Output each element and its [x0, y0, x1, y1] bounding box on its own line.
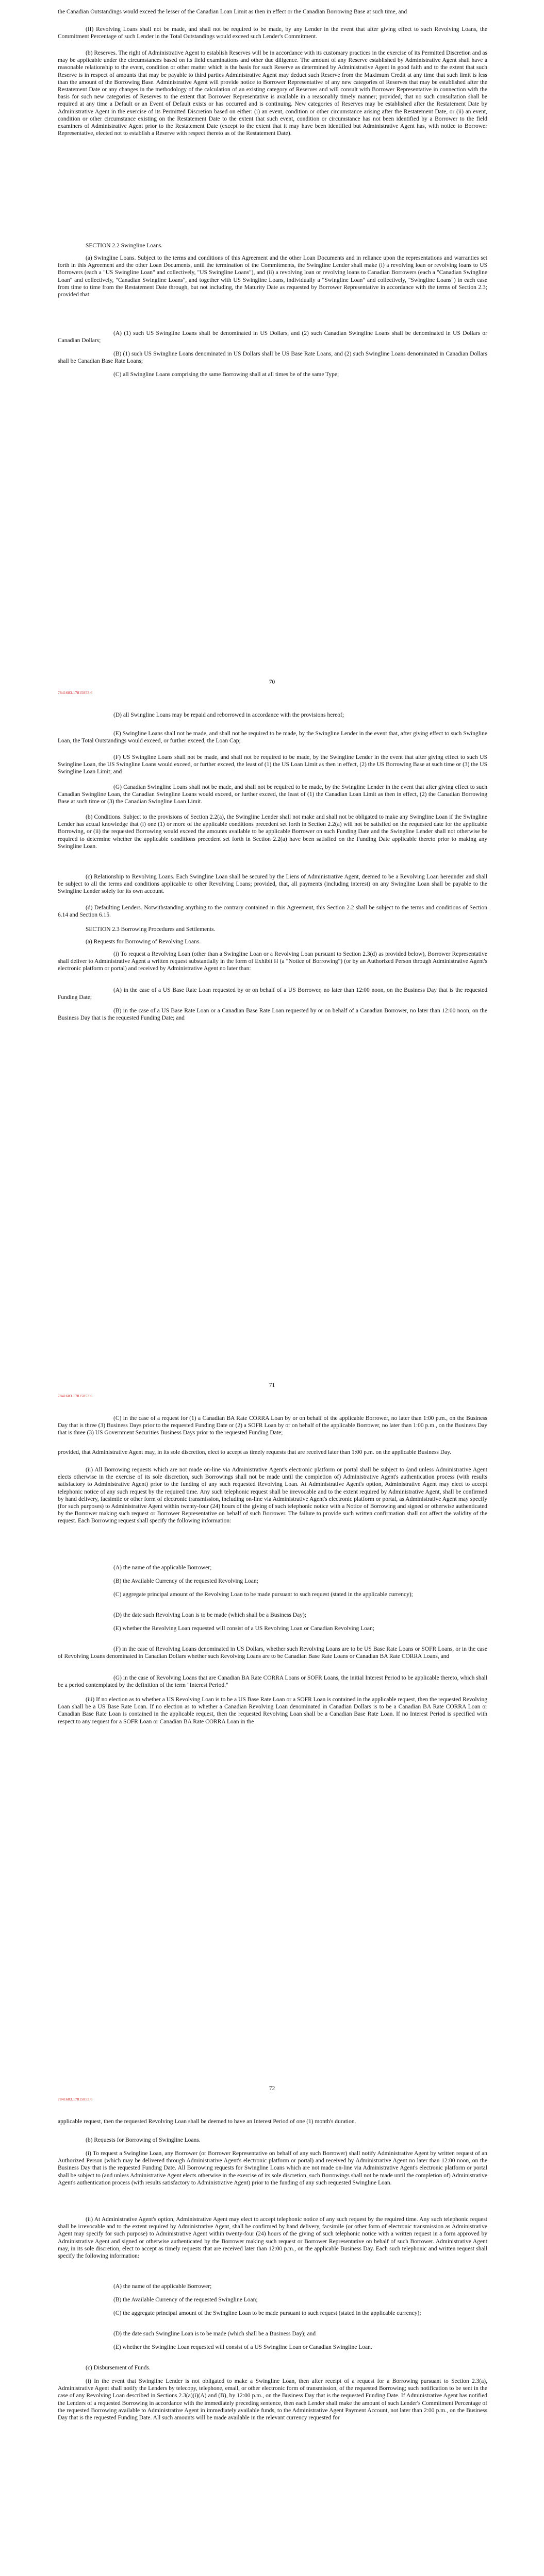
footer-code: 7841683.17815853.6: [58, 1394, 93, 1398]
paragraph: (C) the aggregate principal amount of the Swingline Loan to be made pursuant to such request (stated in the applicable currency);: [113, 2310, 421, 2316]
footer-code: 7841683.17815853.6: [58, 690, 93, 695]
paragraph: (E) Swingline Loans shall not be made, and shall not be required to be made, by the Swingline Lender in the event that, after giving effect to such Swingline Loan, the Total Outstandings would exceed, or further exceed, the Loan Cap;: [58, 731, 487, 744]
paragraph: (B) in the case of a US Base Rate Loan or a Canadian Base Rate Loan requested by or on behalf of a Canadian Borrower, no later than 12:00 noon, on the Business Day that is the requested Funding Date; and: [58, 1008, 487, 1022]
paragraph: (a) Swingline Loans. Subject to the terms and conditions of this Agreement and the other Loan Documents and in reliance upon the representations and warranties set forth in this Agreement and the other Loan Documents, until the termination of the Commitments, the Swingline Lender shall make (i) a revolving loan or revolving loans to US Borrowers (each a "US Swingline Loan" and collectively, "US Swingline Loans"), and (ii) a revolving loan or revolving loans to Canadian Borrowers (each a "Canadian Swingline Loan" and collectively, "Canadian Swingline Loans", and together with US Swingline Loans, individually a "Swingline Loan" and collectively, "Swingline Loans") in each case from time to time from the Restatement Date through, but not including, the Maturity Date as requested by Borrower Representative in accordance with the terms of Section 2.3; provided that:: [58, 255, 487, 298]
paragraph: (i) In the event that Swingline Lender is not obligated to make a Swingline Loan, then after receipt of a request for a Borrowing pursuant to Section 2.3(a), Administrative Agent shall notify the Lenders by telecopy, telephone, email, or other electronic form of transmission, of the requested Borrowing; such notification to be sent in the case of any Revolving Loan described in Sections 2.3(a)(i)(A) and (B), by 12:00 p.m., on the Business Day that is the requested Funding Date. If Administrative Agent has notified the Lenders of a requested Borrowing in accordance with the immediately preceding sentence, then each Lender shall make the amount of such Lender's Commitment Percentage of the requested Borrowing available to Administrative Agent in immediately available funds, to the Administrative Agent Payment Account, not later than 2:00 p.m., on the Business Day that is the requested Funding Date. All such amounts will be made available in the relevant currency requested for: [58, 2378, 487, 2421]
section-heading: SECTION 2.3 Borrowing Procedures and Settlements.: [86, 926, 216, 933]
page-number: 71: [269, 1382, 275, 1388]
page-72: [0, 1406, 544, 2110]
paragraph: (c) Disbursement of Funds.: [86, 2365, 151, 2371]
paragraph: (C) aggregate principal amount of the Revolving Loan to be made pursuant to such request (stated in the applicable currency);: [113, 1591, 413, 1598]
paragraph: (F) US Swingline Loans shall not be made, and shall not be required to be made, by the Swingline Lender in the event that after giving effect to such US Swingline Loan, the US Swingline Loans would exceed, or further exceed, the least of (1) the US Loan Limit as then in effect, (2) the US Borrowing Base at such time or (3) the US Swingline Loan Limit; and: [58, 754, 487, 775]
paragraph: (E) whether the Revolving Loan requested will consist of a US Revolving Loan or Canadian Revolving Loan;: [113, 1625, 374, 1632]
paragraph: (A) (1) such US Swingline Loans shall be denominated in US Dollars, and (2) such Canadian Swingline Loans shall be denominated in US Dollars or Canadian Dollars;: [58, 330, 487, 344]
paragraph: (D) all Swingline Loans may be repaid and reborrowed in accordance with the provisions hereof;: [113, 712, 344, 718]
paragraph: (c) Relationship to Revolving Loans. Each Swingline Loan shall be secured by the Liens of Administrative Agent, deemed to be a Revolving Loan hereunder and shall be subject to all the terms and conditions applicable to other Revolving Loans; provided, that, all payments (including interest) on any Swingline Loan shall be payable to the Swingline Lender solely for its own account.: [58, 874, 487, 895]
paragraph: (C) in the case of a request for (1) a Canadian BA Rate CORRA Loan by or on behalf of the applicable Borrower, no later than 1:00 p.m., on the Business Day that is three (3) Business Days prior to the requested Funding Date or (2) a SOFR Loan by or on behalf of the applicable Borrower, no later than 1:00 p.m., on the Business Day that is three (3) US Government Securities Business Days prior to the requested Funding Date;: [58, 1415, 487, 1436]
paragraph: (A) the name of the applicable Borrower;: [113, 2283, 212, 2290]
paragraph: (D) the date such Revolving Loan is to be made (which shall be a Business Day);: [113, 1612, 306, 1618]
paragraph: (ii) All Borrowing requests which are not made on-line via Administrative Agent's electronic platform or portal shall be subject to (and unless Administrative Agent elects otherwise in the exercise of its sole discretion, such Borrowings shall not be made until the completion of) Administrative Agent's authentication process (with results satisfactory to Administrative Agent) prior to the funding of any such requested Revolving Loan. At Administrative Agent's option, Administrative Agent may elect to accept telephonic notice of any such request by the required time. Any such telephonic request shall be irrevocable and to the extent required by Administrative Agent, shall be confirmed by hand delivery, facsimile or other form of electronic transmission, including on-line via Administrative Agent's electronic platform or portal, as Administrative Agent may specify (for such purposes) to Administrative Agent within twenty-four (24) hours of the giving of such telephonic notice with a Notice of Borrowing and signed or otherwise authenticated by the Borrower making such request or Borrower Representative on behalf of such Borrower. The failure to provide such written confirmation shall not affect the validity of the request. Each Borrowing request shall specify the following information:: [58, 1467, 487, 1524]
paragraph: (a) Requests for Borrowing of Revolving Loans.: [86, 939, 201, 945]
paragraph: (G) in the case of Revolving Loans that are Canadian BA Rate CORRA Loans or SOFR Loans, the initial Interest Period to be applicable thereto, which shall be a period contemplated by the definition of the term "Interest Period.": [58, 1675, 487, 1689]
paragraph: (C) all Swingline Loans comprising the same Borrowing shall at all times be of the same Type;: [113, 371, 339, 378]
page-number: 72: [269, 2086, 275, 2092]
paragraph: (B) (1) such US Swingline Loans denominated in US Dollars shall be US Base Rate Loans, and (2) such Swingline Loans denominated in Canadian Dollars shall be Canadian Base Rate Loans;: [58, 351, 487, 365]
page-73: [0, 2110, 544, 2576]
paragraph: (b) Requests for Borrowing of Swingline Loans.: [86, 2137, 201, 2143]
paragraph: (b) Conditions. Subject to the provisions of Section 2.2(a), the Swingline Lender shall not make and shall not be obligated to make any Swingline Loan if the Swingline Lender has actual knowledge that (i) one (1) or more of the applicable conditions precedent set forth in Section 2.2(a) will not be satisfied on the requested date for the applicable Borrowing, or (ii) the requested Borrowing would exceed the amounts available to be applicable Borrower on such Funding Date and the Swingline Lender shall not otherwise be required to determine whether the applicable conditions precedent set forth in Section 2.2(a) have been satisfied on the Funding Date applicable thereto prior to making any Swingline Loan.: [58, 814, 487, 850]
page-number: 70: [269, 679, 275, 685]
paragraph: (A) the name of the applicable Borrower;: [113, 1565, 212, 1571]
paragraph: the Canadian Outstandings would exceed the lesser of the Canadian Loan Limit as then in effect or the Canadian Borrowing Base at such time, and: [58, 9, 407, 15]
section-heading: SECTION 2.2 Swingline Loans.: [86, 243, 163, 249]
footer-code: 7841683.17815853.6: [58, 2097, 93, 2102]
paragraph: applicable request, then the requested Revolving Loan shall be deemed to have an Interest Period of one (1) month's duration.: [58, 2119, 356, 2125]
paragraph: (i) To request a Revolving Loan (other than a Swingline Loan or a Revolving Loan pursuant to Section 2.3(d) as provided below), Borrower Representative shall deliver to Administrative Agent a written request substantially in the form of Exhibit H (a "Notice of Borrowing") (or by an Authorized Person through Administrative Agent's electronic platform or portal) and received by Administrative Agent no later than:: [58, 951, 487, 972]
paragraph: (II) Revolving Loans shall not be made, and shall not be required to be made, by any Lender in the event that after giving effect to such Revolving Loans, the Commitment Percentage of such Lender in the Total Outstandings would exceed such Lender's Commitment.: [58, 26, 487, 40]
paragraph: (B) the Available Currency of the requested Swingline Loan;: [113, 2297, 258, 2303]
paragraph: (D) the date such Swingline Loan is to be made (which shall be a Business Day); and: [113, 2331, 316, 2337]
paragraph: (i) To request a Swingline Loan, any Borrower (or Borrower Representative on behalf of any such Borrower) shall notify Administrative Agent by written request of an Authorized Person (which may be delivered through Administrative Agent's electronic platform or portal) and received by Administrative Agent no later than 12:00 noon, on the Business Day that is the requested Funding Date. All Borrowing requests for Swingline Loans which are not made on-line via Administrative Agent's electronic platform or portal shall be subject to (and unless Administrative Agent elects otherwise in the exercise of its sole discretion, such Borrowings shall not be made until the completion of) Administrative Agent's authentication process (with results satisfactory to Administrative Agent) prior to the funding of any such requested Swingline Loan.: [58, 2150, 487, 2186]
paragraph: (F) in the case of Revolving Loans denominated in US Dollars, whether such Revolving Loans are to be US Base Rate Loans or SOFR Loans, or in the case of Revolving Loans denominated in Canadian Dollars whether such Revolving Loans are to be Canadian Base Rate Loans or Canadian BA Rate CORRA Loans, and: [58, 1646, 487, 1660]
paragraph: (G) Canadian Swingline Loans shall not be made, and shall not be required to be made, by the Swingline Lender in the event that after giving effect to such Canadian Swingline Loan, the Canadian Swingline Loans would exceed, or further exceed, the least of (1) the Canadian Loan Limit as then in effect, (2) the Canadian Borrowing Base at such time or (3) the Canadian Swingline Loan Limit.: [58, 784, 487, 805]
paragraph: (A) in the case of a US Base Rate Loan requested by or on behalf of a US Borrower, no later than 12:00 noon, on the Business Day that is the requested Funding Date;: [58, 987, 487, 1001]
paragraph: (B) the Available Currency of the requested Revolving Loan;: [113, 1578, 258, 1584]
paragraph: (ii) At Administrative Agent's option, Administrative Agent may elect to accept telephonic notice of any such request by the required time. Any such telephonic request shall be irrevocable and to the extent required by Administrative Agent, shall be confirmed by hand delivery, facsimile (or other form of electronic transmission as Administrative Agent may specify for such purpose) to Administrative Agent within twenty-four (24) hours of the giving of such telephonic notice with a written request in a form approved by Administrative Agent and signed or otherwise authenticated by the Borrower making such request or Borrower Representative on behalf of such Borrower. Administrative Agent may, in its sole discretion, elect to accept as timely requests that are received later than 12:00 p.m., on the applicable Business Day. Each such telephonic and written request shall specify the following information:: [58, 2216, 487, 2260]
paragraph: provided, that Administrative Agent may, in its sole discretion, elect to accept as timely requests that are received later than 1:00 p.m. on the applicable Business Day.: [58, 1449, 452, 1455]
paragraph: (d) Defaulting Lenders. Notwithstanding anything to the contrary contained in this Agreement, this Section 2.2 shall be subject to the terms and conditions of Section 6.14 and Section 6.15.: [58, 905, 487, 919]
page-70: [0, 0, 544, 703]
page-71: [0, 703, 544, 1406]
paragraph: (E) whether the Swingline Loan requested will consist of a US Swingline Loan or Canadian Swingline Loan.: [113, 2344, 372, 2350]
paragraph: (b) Reserves. The right of Administrative Agent to establish Reserves will be in accordance with its customary practices in the exercise of its Permitted Discretion and as may be applicable under the circumstances based on its field examinations and other due diligence. The amount of any Reserve established by Administrative Agent shall have a reasonable relationship to the event, condition or other matter which is the basis for such Reserve as determined by Administrative Agent in good faith and to the extent that such Reserve is in respect of amounts that may be payable to third parties Administrative Agent may deduct such Reserve from the Maximum Credit at any time that such limit is less than the amount of the Borrowing Base. Administrative Agent will provide notice to Borrower Representative of any new categories of Reserves that may be established after the Restatement Date or any changes in the methodology of the calculation of an existing category of Reserves and will consult with Borrower Representative in connection with the basis for such new categories of Reserves to the extent that Borrower Representative is available in a reasonably timely manner; provided, that no such consultation shall be required at any time a Default or an Event of Default exists or has occurred and is continuing. New categories of Reserves may be established after the Restatement Date by Administrative Agent in the exercise of its Permitted Discretion based on either: (i) an event, condition or other circumstance arising after the Restatement Date, or (ii) an event, condition or other circumstance existing on the Restatement Date to the extent that such event, condition or circumstance has not been identified by a Borrower to the field examiners of Administrative Agent prior to the Restatement Date (except to the extent that it may have been identified but Administrative Agent has, with notice to Borrower Representative, elected not to establish a Reserve with respect thereto as of the Restatement Date).: [58, 50, 487, 137]
paragraph: (iii) If no election as to whether a US Revolving Loan is to be a US Base Rate Loan or a SOFR Loan is contained in the applicable request, then the requested Revolving Loan shall be a US Base Rate Loan. If no election as to whether a Canadian Revolving Loan denominated in Canadian Dollars is to be a Canadian BA Rate CORRA Loan or Canadian Base Rate Loan is contained in the applicable request, then the requested Revolving Loan shall be a Canadian Base Rate Loan. If no Interest Period is specified with respect to any request for a SOFR Loan or Canadian BA Rate CORRA Loan in the: [58, 1697, 487, 1725]
